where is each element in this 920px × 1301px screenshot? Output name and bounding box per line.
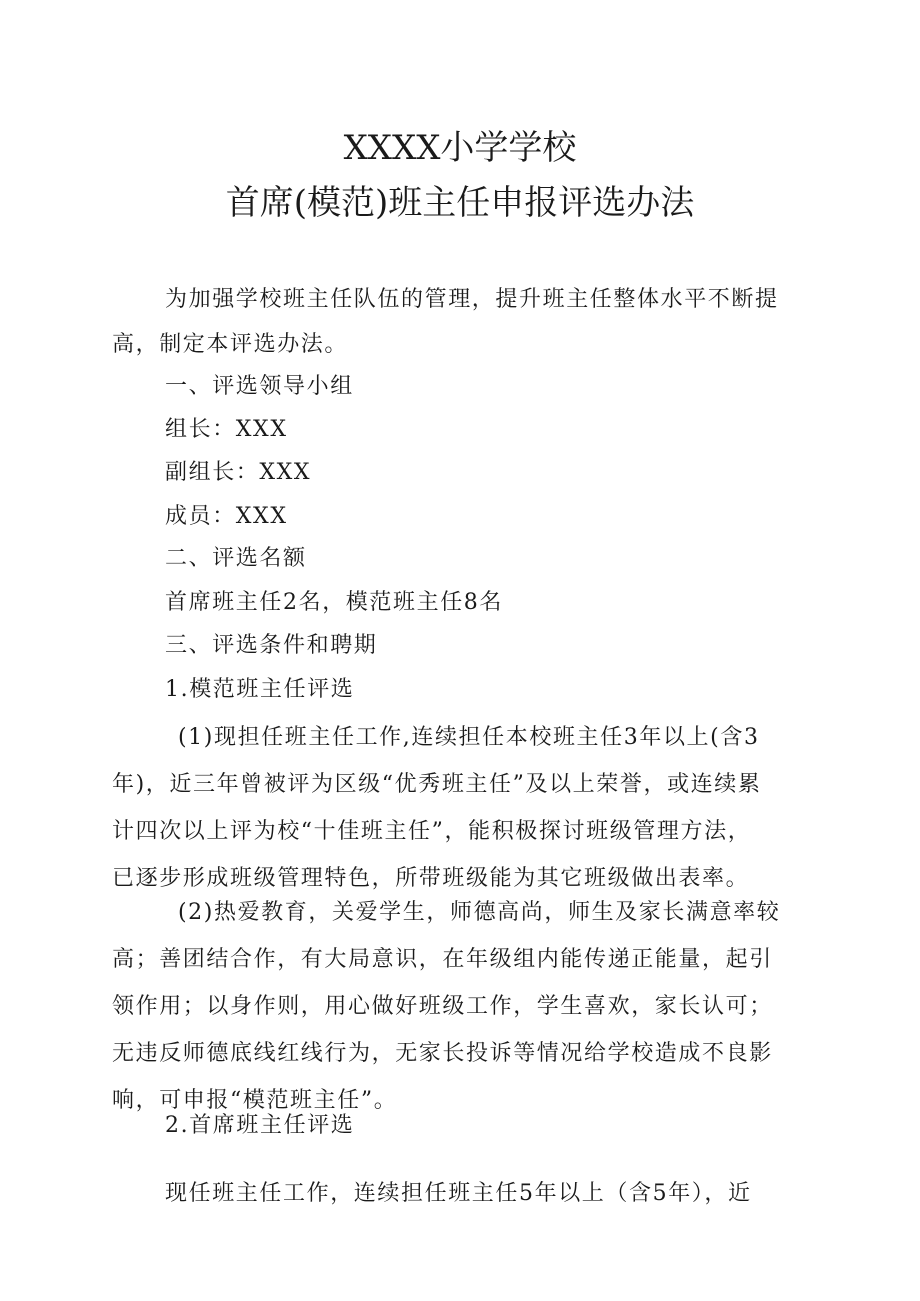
- paragraph-line: 计四次以上评为校“十佳班主任”，能积极探讨班级管理方法，: [112, 819, 752, 844]
- paragraph-line: (2)热爱教育，关爱学生，师德高尚，师生及家长满意率较: [178, 900, 781, 925]
- paragraph-line: 领作用；以身作则，用心做好班级工作，学生喜欢，家长认可；: [112, 994, 773, 1019]
- quota-line: 首席班主任2名，模范班主任8名: [165, 590, 503, 615]
- paragraph-line: (1)现担任班主任工作,连续担任本校班主任3年以上(含3: [178, 725, 760, 750]
- section-1-heading: 一、评选领导小组: [165, 374, 354, 399]
- item-2-paragraph-line-1: 现任班主任工作，连续担任班主任5年以上（含5年），近: [165, 1181, 752, 1206]
- deputy-leader-line: 副组长：XXX: [165, 460, 312, 485]
- paragraph-line: 响，可申报“模范班主任”。: [112, 1088, 398, 1113]
- section-2-heading: 二、评选名额: [165, 546, 307, 571]
- document-title-school: XXXX小学学校: [343, 128, 577, 168]
- paragraph-line: 高；善团结合作，有大局意识，在年级组内能传递正能量，起引: [112, 947, 773, 972]
- intro-line-2: 高，制定本评选办法。: [112, 332, 349, 357]
- paragraph-line: 无违反师德底线红线行为，无家长投诉等情况给学校造成不良影: [112, 1041, 773, 1066]
- item-2-heading: 2.首席班主任评选: [165, 1113, 355, 1138]
- leader-line: 组长：XXX: [165, 417, 288, 442]
- intro-line-1: 为加强学校班主任队伍的管理，提升班主任整体水平不断提: [165, 287, 779, 312]
- paragraph-line: 年)，近三年曾被评为区级“优秀班主任”及以上荣誉，或连续累: [112, 772, 762, 797]
- item-1-paragraph-1: [112, 714, 812, 902]
- item-1-paragraph-2: [112, 889, 812, 1124]
- paragraph-line: 已逐步形成班级管理特色，所带班级能为其它班级做出表率。: [112, 866, 750, 891]
- members-line: 成员：XXX: [165, 504, 288, 529]
- item-1-heading: 1.模范班主任评选: [165, 677, 355, 702]
- document-title-main: 首席(模范)班主任申报评选办法: [225, 183, 695, 223]
- section-3-heading: 三、评选条件和聘期: [165, 633, 378, 658]
